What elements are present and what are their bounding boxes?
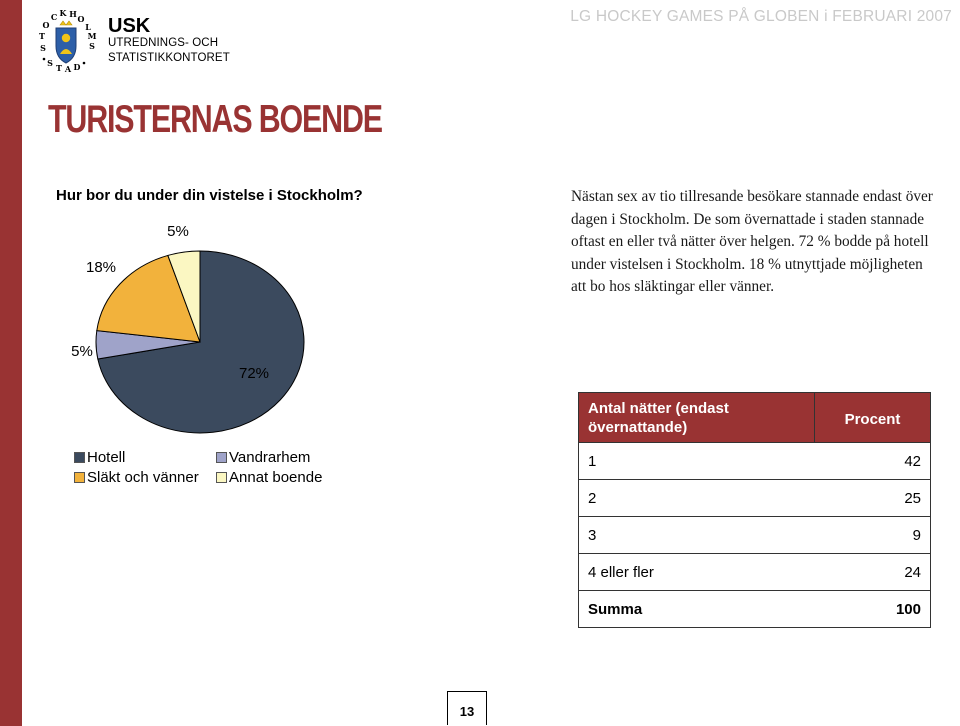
pie-label-slakt: 18% [85, 259, 117, 276]
row-nights: 3 [579, 517, 815, 554]
org-short-name: USK [108, 15, 151, 37]
legend-item-hotell [74, 449, 216, 466]
header-percent: Procent [815, 393, 931, 443]
svg-text:T: T [56, 63, 62, 73]
summary-paragraph: Nästan sex av tio tillresande besökare stannade endast över dagen i Stockholm. De som övernattade i staden stannade oftast en eller två nätter över helgen. 72 % bodde på hotell under vistelsen i Stockholm. 18 % utnyttjade möjligheten att bo hos släktingar eller vänner. [571, 188, 933, 296]
legend-swatch-slakt [74, 472, 85, 483]
row-percent: 24 [815, 554, 931, 591]
page-number: 13 [447, 691, 487, 725]
table-row [579, 517, 931, 554]
svg-text:K: K [59, 8, 67, 18]
header-nights: Antal nätter (endast övernattande) [579, 393, 815, 443]
row-nights: 4 eller fler [579, 554, 815, 591]
legend-label-vandrarhem: Vandrarhem [229, 449, 311, 466]
row-nights: 1 [579, 443, 815, 480]
svg-text:H: H [69, 9, 77, 19]
row-percent: 42 [815, 443, 931, 480]
chart-legend [74, 449, 356, 486]
row-percent: 25 [815, 480, 931, 517]
table-total-row [579, 591, 931, 628]
legend-item-annat [216, 469, 356, 486]
event-title: LG HOCKEY GAMES PÅ GLOBEN i FEBRUARI 2007 [570, 8, 952, 25]
pie-label-vandrarhem: 5% [71, 343, 93, 360]
total-label: Summa [579, 591, 815, 628]
table-row [579, 443, 931, 480]
svg-text:D: D [73, 62, 81, 72]
svg-text:M: M [87, 31, 97, 41]
legend-label-slakt: Släkt och vänner [87, 469, 199, 486]
nights-table [578, 392, 931, 628]
table-header-row [579, 393, 931, 443]
table-row [579, 554, 931, 591]
pie-slices [96, 251, 304, 433]
chart-title: Hur bor du under din vistelse i Stockholm? [56, 187, 363, 204]
svg-text:C: C [50, 12, 58, 22]
pie-label-hotell: 72% [238, 365, 270, 382]
svg-text:A: A [64, 64, 72, 74]
table-row [579, 480, 931, 517]
org-name-line2: STATISTIKKONTORET [108, 52, 230, 64]
legend-item-slakt [74, 469, 216, 486]
total-percent: 100 [815, 591, 931, 628]
svg-text:S: S [40, 43, 46, 53]
row-nights: 2 [579, 480, 815, 517]
legend-swatch-vandrarhem [216, 452, 227, 463]
page-title: TURISTERNAS BOENDE [48, 98, 382, 141]
legend-swatch-hotell [74, 452, 85, 463]
svg-text:T: T [39, 31, 45, 41]
row-percent: 9 [815, 517, 931, 554]
legend-item-vandrarhem [216, 449, 356, 466]
legend-label-annat: Annat boende [229, 469, 323, 486]
svg-text:S: S [47, 58, 53, 68]
legend-label-hotell: Hotell [87, 449, 126, 466]
svg-text:O: O [77, 14, 85, 24]
pie-label-annat: 5% [167, 223, 189, 240]
legend-swatch-annat [216, 472, 227, 483]
svg-text:S: S [89, 41, 95, 51]
svg-text:O: O [42, 20, 50, 30]
org-name-line1: UTREDNINGS- OCH [108, 37, 219, 49]
svg-text:L: L [85, 22, 91, 32]
